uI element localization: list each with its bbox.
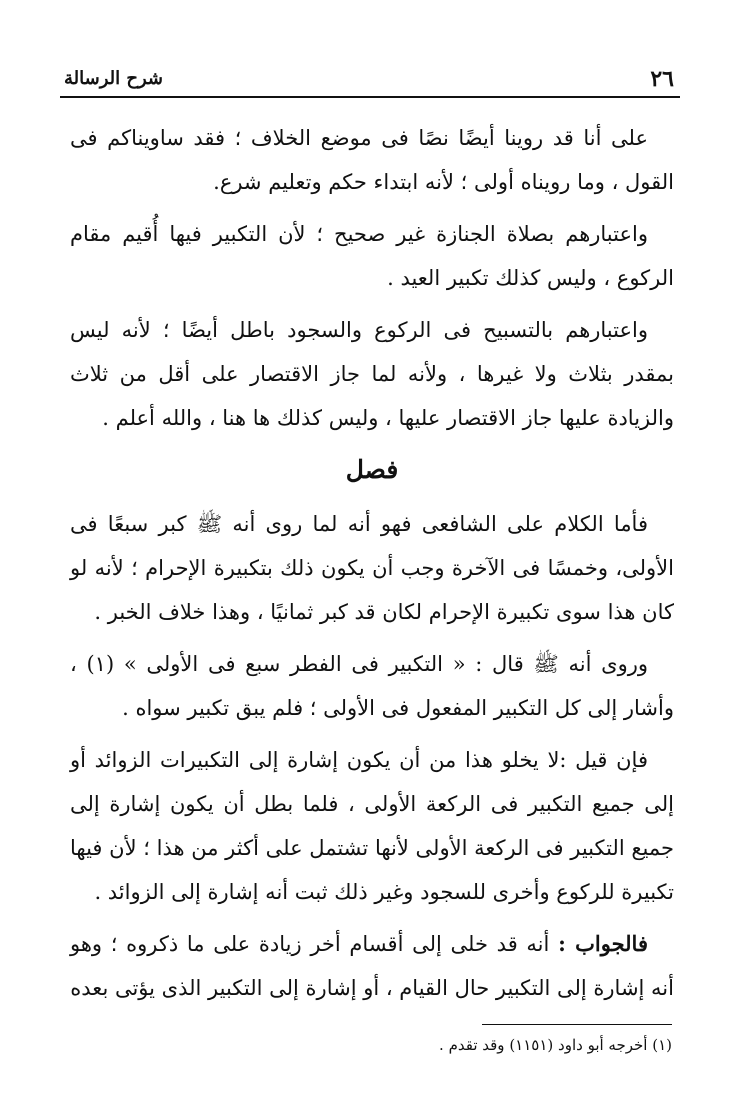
footnote-divider: [482, 1024, 672, 1025]
page-number: ٢٦: [650, 66, 674, 92]
section-paragraph-3: فإن قيل :لا يخلو هذا من أن يكون إشارة إلى التكبيرات الزوائد أو إلى جميع التكبير فى الركعة الأولى ، فلما بطل أن يكون إشارة إلى جميع التكبير فى الركعة الأولى لأنها تشتمل على أكثر من هذا ؛ لأن فيها تكبيرة للركوع وأخرى للسجود وغير ذلك ثبت أنه إشارة إلى الزوائد .: [70, 748, 674, 904]
answer-label: فالجواب :: [558, 931, 648, 956]
paragraph-1: على أنا قد روينا أيضًا نصًا فى موضع الخلاف ؛ فقد ساويناكم فى القول ، وما رويناه أولى ؛ لأنه ابتداء حكم وتعليم شرع.: [70, 126, 674, 194]
page-header: [60, 62, 680, 98]
section-paragraph-2: وروى أنه ﷺ قال : « التكبير فى الفطر سبع فى الأولى » (١) ، وأشار إلى كل التكبير المفعول فى الأولى ؛ فلم يبق تكبير سواه .: [70, 652, 674, 720]
section-heading: فصل: [345, 455, 399, 484]
running-title: شرح الرسالة: [64, 68, 164, 89]
footnote: (١) أخرجه أبو داود (١١٥١) وقد تقدم .: [439, 1036, 672, 1054]
body-text: [70, 116, 674, 1018]
paragraph-3: واعتبارهم بالتسبيح فى الركوع والسجود باطل أيضًا ؛ لأنه ليس بمقدر بثلاث ولا غيرها ، ولأنه لما جاز الاقتصار على أقل من ثلاث والزيادة عليها جاز الاقتصار عليها ، وليس كذلك ها هنا ، والله أعلم .: [70, 318, 674, 430]
answer-text: أنه قد خلى إلى أقسام أخر زيادة على ما ذكروه ؛ وهو أنه إشارة إلى التكبير حال القيام ، أو إشارة إلى التكبير الذى يؤتى بعده: [70, 932, 674, 1000]
answer-paragraph: [70, 922, 674, 1010]
section-paragraph-1: فأما الكلام على الشافعى فهو أنه لما روى أنه ﷺ كبر سبعًا فى الأولى، وخمسًا فى الآخرة وجب أن يكون ذلك بتكبيرة الإحرام ؛ لأنه لو كان هذا سوى تكبيرة الإحرام لكان قد كبر ثمانيًا ، وهذا خلاف الخبر .: [70, 512, 674, 624]
paragraph-2: واعتبارهم بصلاة الجنازة غير صحيح ؛ لأن التكبير فيها أُقيم مقام الركوع ، وليس كذلك تكبير العيد .: [70, 222, 674, 290]
